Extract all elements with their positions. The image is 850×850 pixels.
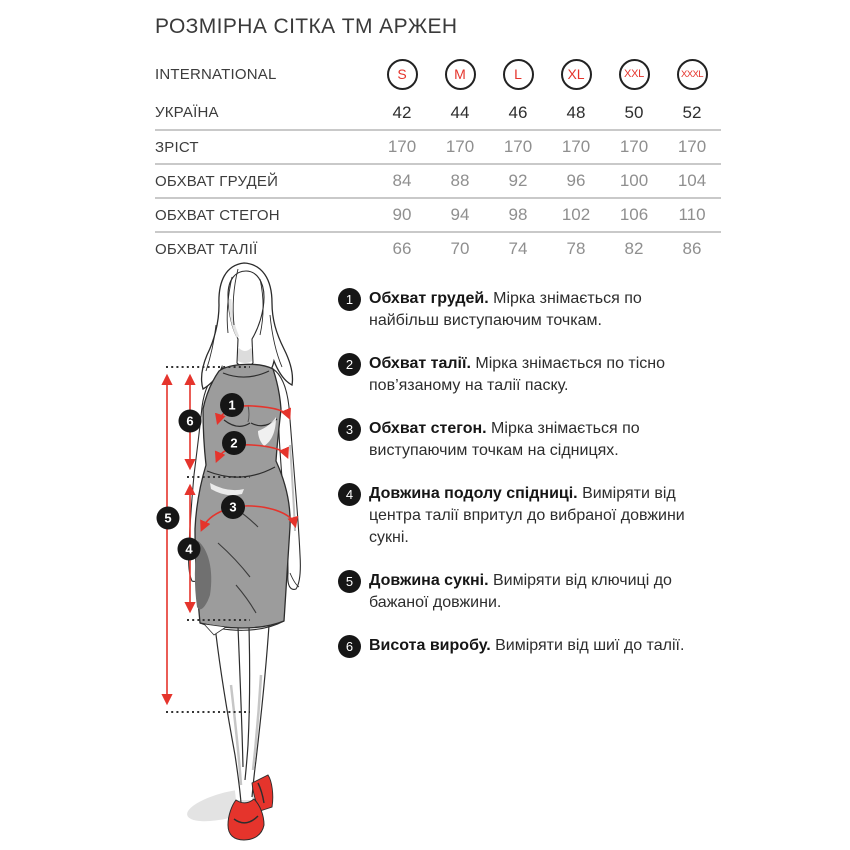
table-row-height bbox=[155, 129, 721, 163]
ua-size: 42 bbox=[392, 102, 412, 122]
cell-value: 90 bbox=[392, 205, 412, 224]
row-label: ОБХВАТ СТЕГОН bbox=[155, 206, 280, 224]
cell-value: 170 bbox=[445, 137, 475, 156]
table-row-international bbox=[155, 52, 721, 96]
legend-term: Висота виробу. bbox=[369, 637, 491, 654]
ua-size: 50 bbox=[624, 102, 644, 122]
legend-number-badge: 3 bbox=[338, 418, 361, 441]
measurement-legend bbox=[338, 288, 710, 679]
cell-value: 74 bbox=[508, 239, 528, 258]
cell-value: 82 bbox=[624, 239, 644, 258]
legend-item-bust bbox=[338, 288, 710, 332]
legend-term: Обхват стегон. bbox=[369, 420, 487, 437]
legend-item-product-height bbox=[338, 635, 710, 658]
row-label: ЗРІСТ bbox=[155, 138, 199, 156]
cell-value: 104 bbox=[677, 171, 707, 190]
cell-value: 94 bbox=[450, 205, 470, 224]
table-row-ukraine bbox=[155, 96, 721, 129]
cell-value: 110 bbox=[678, 205, 706, 224]
cell-value: 86 bbox=[682, 239, 702, 258]
size-badge-l: L bbox=[503, 59, 534, 90]
cell-value: 170 bbox=[619, 137, 649, 156]
figure-sketch-svg bbox=[140, 255, 340, 850]
cell-value: 70 bbox=[450, 239, 470, 258]
legend-term: Обхват талії. bbox=[369, 355, 471, 372]
table-row-hips bbox=[155, 197, 721, 231]
row-label-ukraine: УКРАЇНА bbox=[155, 104, 219, 121]
cell-value: 170 bbox=[677, 137, 707, 156]
table-row-bust bbox=[155, 163, 721, 197]
marker-5: 5 bbox=[164, 510, 172, 526]
legend-item-skirt-length bbox=[338, 483, 710, 549]
size-badge-s: S bbox=[387, 59, 418, 90]
ua-size: 44 bbox=[450, 102, 470, 122]
legend-number-badge: 1 bbox=[338, 288, 361, 311]
cell-value: 66 bbox=[392, 239, 412, 258]
cell-value: 170 bbox=[503, 137, 533, 156]
marker-4: 4 bbox=[185, 541, 193, 557]
cell-value: 102 bbox=[561, 205, 591, 224]
cell-value: 88 bbox=[450, 171, 470, 190]
legend-desc: Виміряти від центра талії впритул до вибраної довжини сукні. bbox=[369, 485, 685, 546]
figure-legs bbox=[214, 625, 270, 803]
legend-desc: Виміряти від ключиці до бажаної довжини. bbox=[369, 572, 672, 611]
size-badge-xl: XL bbox=[561, 59, 592, 90]
legend-term: Довжина сукні. bbox=[369, 572, 489, 589]
legend-item-dress-length bbox=[338, 570, 710, 614]
cell-value: 98 bbox=[508, 205, 528, 224]
ua-size: 46 bbox=[508, 102, 528, 122]
row-label: ОБХВАТ ГРУДЕЙ bbox=[155, 172, 279, 190]
row-label-international: INTERNATIONAL bbox=[155, 65, 277, 83]
legend-term: Обхват грудей. bbox=[369, 290, 489, 307]
size-badge-m: M bbox=[445, 59, 476, 90]
legend-number-badge: 6 bbox=[338, 635, 361, 658]
cell-value: 170 bbox=[387, 137, 417, 156]
ua-size: 52 bbox=[682, 102, 702, 122]
cell-value: 170 bbox=[561, 137, 591, 156]
legend-number-badge: 2 bbox=[338, 353, 361, 376]
legend-term: Довжина подолу спідниці. bbox=[369, 485, 578, 502]
legend-item-hips bbox=[338, 418, 710, 462]
page-title: РОЗМІРНА СІТКА ТМ АРЖЕН bbox=[155, 15, 458, 38]
legend-desc: Виміряти від шиї до талії. bbox=[490, 637, 685, 654]
cell-value: 78 bbox=[566, 239, 586, 258]
ua-size: 48 bbox=[566, 102, 586, 122]
cell-value: 96 bbox=[566, 171, 586, 190]
marker-3: 3 bbox=[229, 499, 237, 515]
row-label: ОБХВАТ ТАЛІЇ bbox=[155, 240, 258, 258]
cell-value: 100 bbox=[619, 171, 649, 190]
legend-number-badge: 4 bbox=[338, 483, 361, 506]
cell-value: 84 bbox=[392, 171, 412, 190]
legend-item-waist bbox=[338, 353, 710, 397]
size-badge-xxl: XXL bbox=[619, 59, 650, 90]
marker-1: 1 bbox=[228, 397, 236, 413]
legend-desc: Мірка знімається по виступаючим точкам на сідницях. bbox=[369, 420, 640, 459]
cell-value: 106 bbox=[619, 205, 649, 224]
size-badge-xxxl: XXXL bbox=[677, 59, 708, 90]
legend-number-badge: 5 bbox=[338, 570, 361, 593]
legend-desc: Мірка знімається по найбільш виступаючим точкам. bbox=[369, 290, 642, 329]
marker-2: 2 bbox=[230, 435, 238, 451]
size-table bbox=[155, 52, 721, 265]
measurement-figure bbox=[140, 255, 340, 850]
cell-value: 92 bbox=[508, 171, 528, 190]
legend-desc: Мірка знімається по тісно пов’язаному на талії паску. bbox=[369, 355, 666, 394]
marker-6: 6 bbox=[186, 413, 194, 429]
